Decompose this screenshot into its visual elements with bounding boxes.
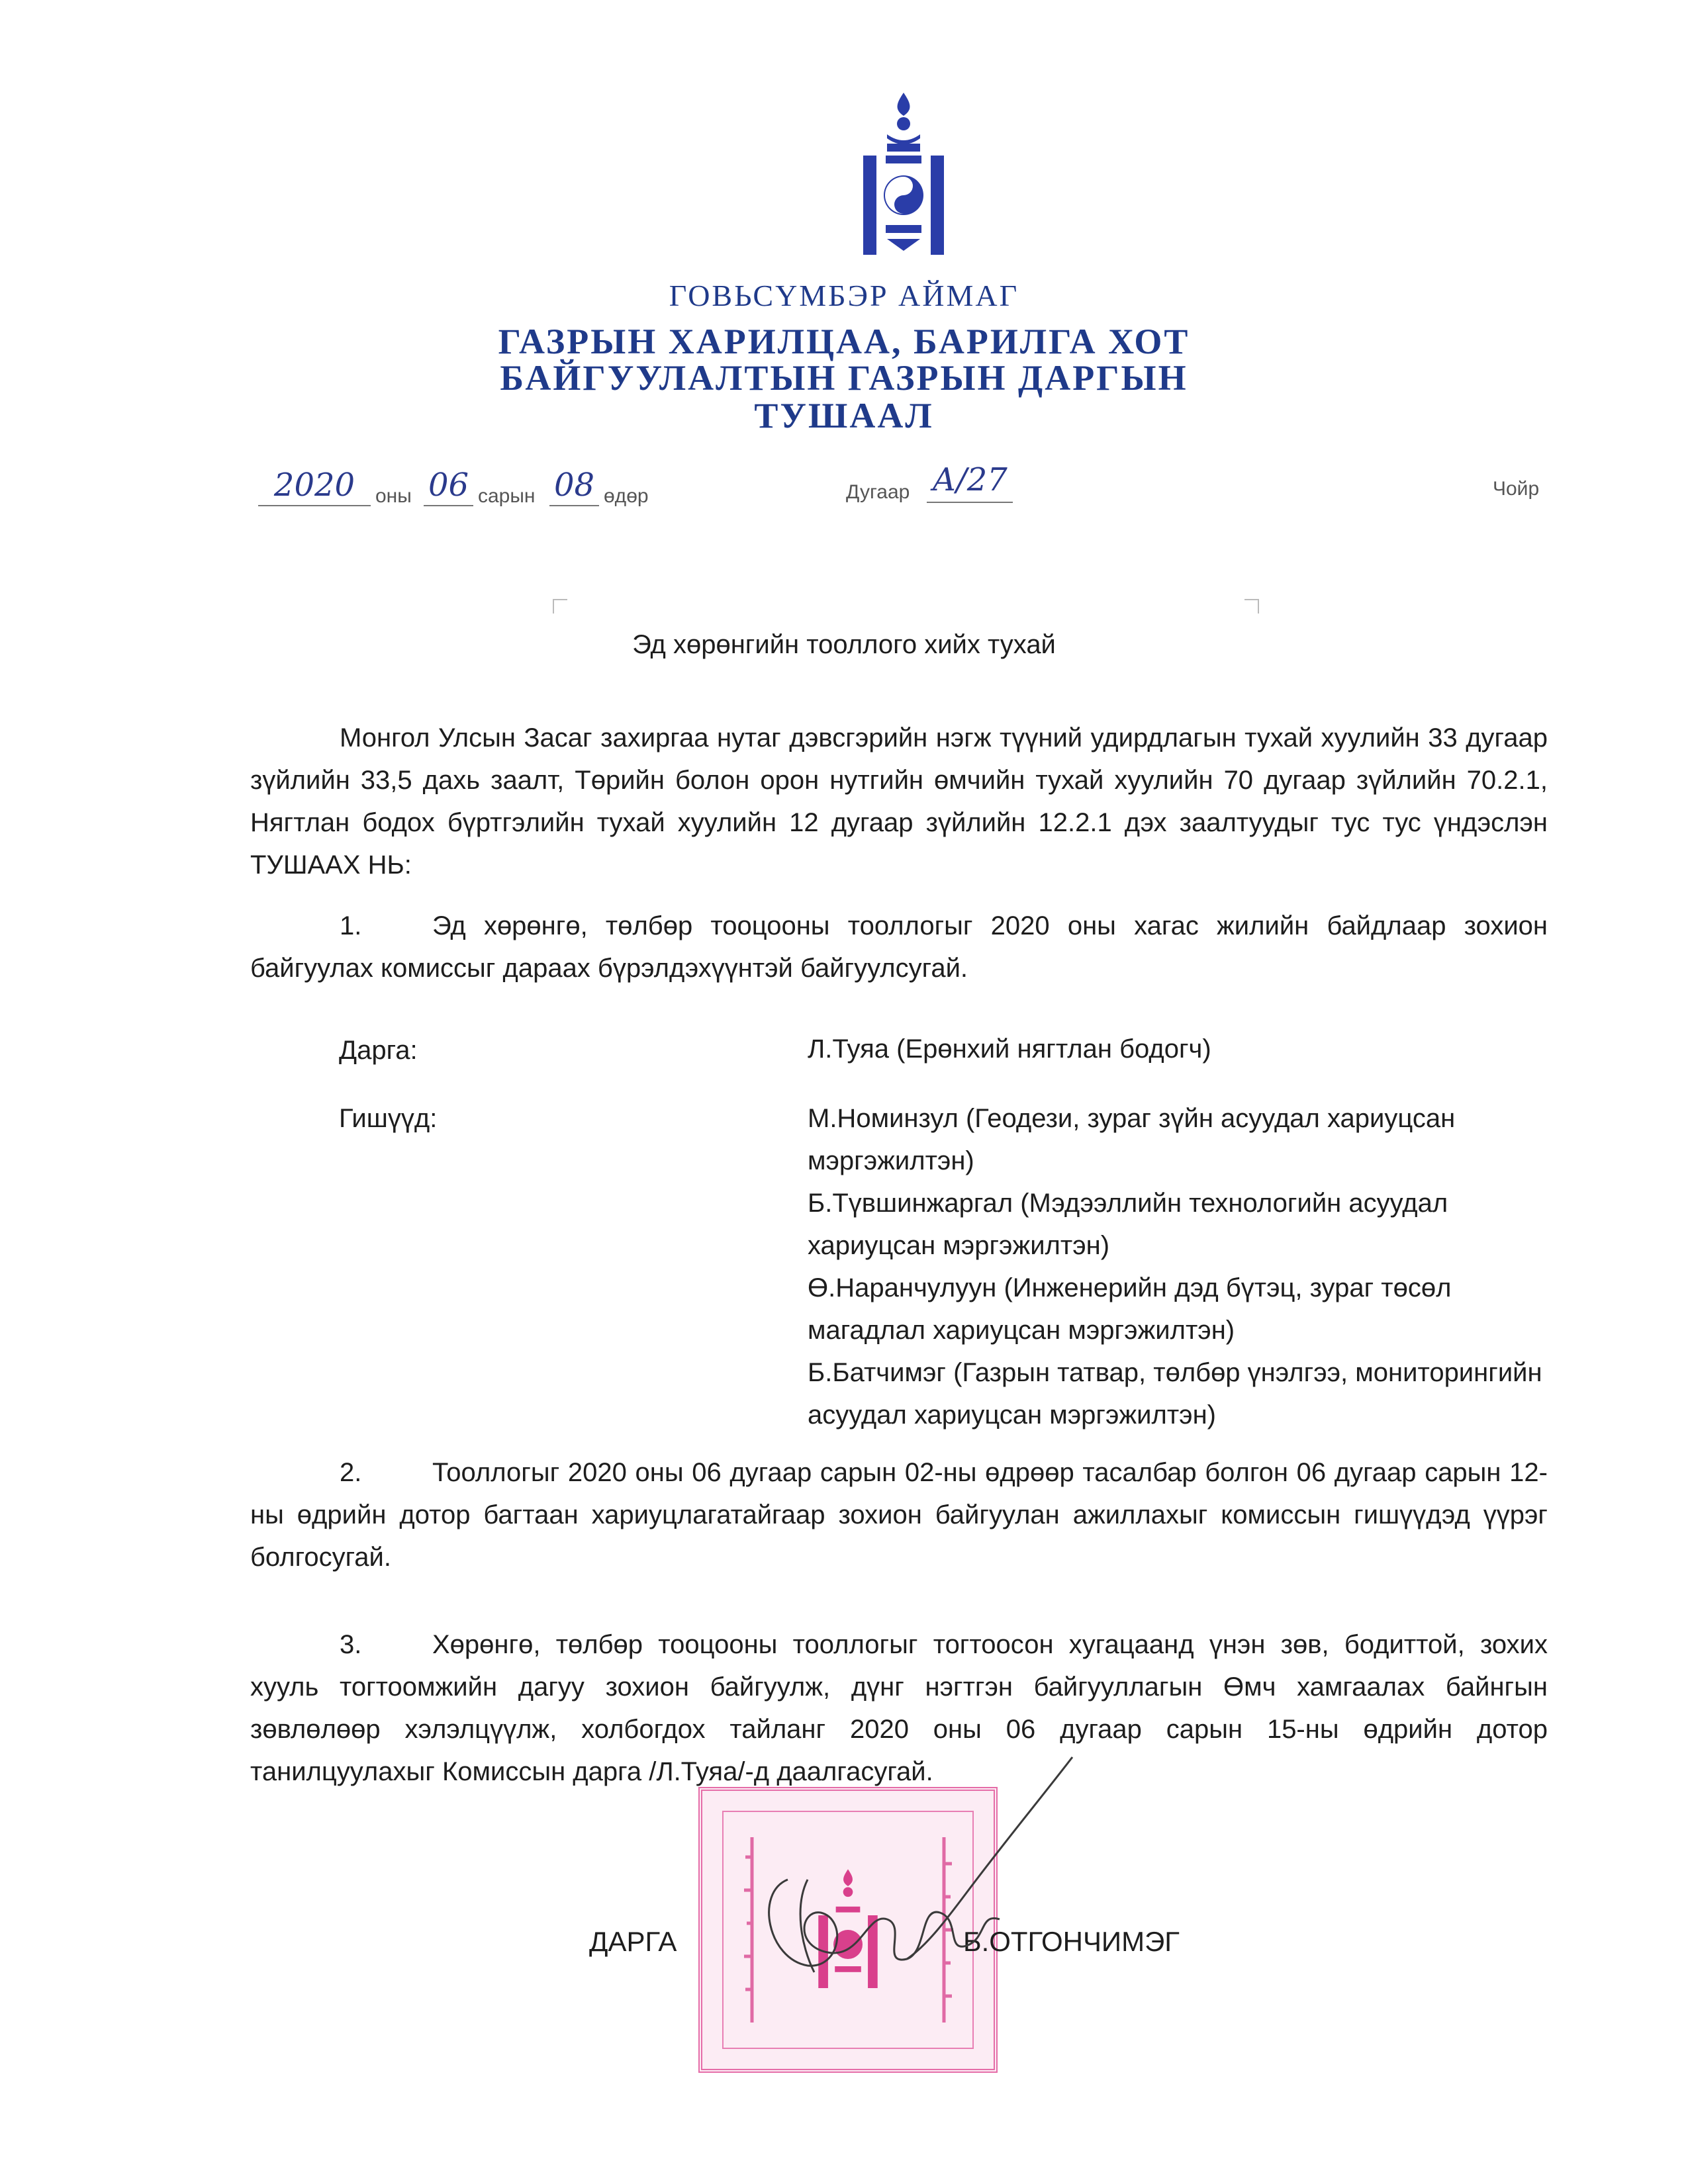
member-3: Ө.Наранчулуун (Инженерийн дэд бүтэц, зураг төсөл магадлал хариуцсан мэргэжилтэн)	[808, 1273, 1452, 1345]
members-label: Гишүүд:	[339, 1104, 438, 1133]
date-year: 2020	[273, 467, 355, 504]
number-label: Дугаар	[846, 481, 910, 503]
item-1-text: Эд хөрөнгө, төлбөр тооцооны тооллогыг 2020 оны хагас жилийн байдлаар зохион байгуулах комиссыг дараах бүрэлдэхүүнтэй байгуулсугай.	[250, 911, 1548, 983]
date-month: 06	[428, 467, 469, 504]
chair-name: Л.Туяа (Ерөнхий нягтлан бодогч)	[808, 1034, 1211, 1064]
item-1	[250, 905, 1548, 989]
item-3-number: 3.	[340, 1630, 362, 1659]
item-2	[250, 1451, 1548, 1578]
month-underline	[424, 505, 473, 506]
item-3-text: Хөрөнгө, төлбөр тооцооны тооллогыг тогтоосон хугацаанд үнэн зөв, бодиттой, зохих хууль тогтоомжийн дагуу зохион байгуулж, дүнг нэгтгэн байгууллагын Өмч хамгаалах байнгын зөвлөлөөр хэлэлцүүлж, холбогдох тайланг 2020 оны 06 дугаар сарын 15-ны өдрийн дотор танилцуулахыг Комиссын дарга /Л.Туяа/-д даалгасугай.	[250, 1630, 1548, 1786]
item-2-text: Тооллогыг 2020 оны 06 дугаар сарын 02-ны өдрөөр тасалбар болгон 06 дугаар сарын 12-ны өдрийн дотор багтаан хариуцлагатайгаар зохион байгуулан ажиллахыг комиссын гишүүдэд үүрэг болгосугай.	[250, 1458, 1548, 1572]
handwritten-signature-icon	[728, 1747, 1099, 1999]
member-4: Б.Батчимэг (Газрын татвар, төлбөр үнэлгээ, мониторингийн асуудал хариуцсан мэргэжилтэн)	[808, 1358, 1542, 1430]
item-1-number: 1.	[340, 911, 362, 940]
day-suffix: өдөр	[604, 485, 649, 507]
place-name: Чойр	[1493, 478, 1540, 500]
order-number: А/27	[932, 461, 1008, 498]
year-suffix: оны	[375, 485, 412, 507]
member-1: М.Номинзул (Геодези, зураг зүйн асуудал хариуцсан мэргэжилтэн)	[808, 1104, 1456, 1175]
year-underline	[258, 505, 371, 506]
document-title: Эд хөрөнгийн тооллого хийх тухай	[632, 630, 1056, 659]
organization-name-line1: ГАЗРЫН ХАРИЛЦАА, БАРИЛГА ХОТ	[498, 322, 1190, 361]
title-corner-left	[553, 599, 567, 614]
organization-name-line2: БАЙГУУЛАЛТЫН ГАЗРЫН ДАРГЫН	[500, 358, 1188, 398]
month-suffix: сарын	[478, 485, 536, 507]
preamble-paragraph	[250, 717, 1548, 886]
day-underline	[549, 505, 599, 506]
item-2-number: 2.	[340, 1458, 362, 1487]
chair-label: Дарга:	[339, 1036, 418, 1065]
title-corner-right	[1244, 599, 1259, 614]
signatory-name: Б.ОТГОНЧИМЭГ	[963, 1926, 1180, 1957]
preamble-text: Монгол Улсын Засаг захиргаа нутаг дэвсгэрийн нэгж түүний удирдлагын тухай хуулийн 33 дугаар зүйлийн 33,5 дахь заалт, Төрийн болон орон нутгийн өмчийн тухай хуулийн 70 дугаар зүйлийн 70.2.1, Нягтлан бодох бүртгэлийн тухай хуулийн 12 дугаар зүйлийн 12.2.1 дэх заалтуудыг тус тус үндэслэн ТУШААХ НЬ:	[250, 723, 1548, 880]
date-day: 08	[553, 467, 595, 504]
soyombo-emblem-icon	[854, 89, 953, 261]
number-underline	[927, 502, 1013, 503]
signatory-role: ДАРГА	[589, 1926, 677, 1957]
aimag-name: ГОВЬСҮМБЭР АЙМАГ	[669, 279, 1019, 312]
member-2: Б.Түвшинжаргал (Мэдээллийн технологийн асуудал хариуцсан мэргэжилтэн)	[808, 1189, 1448, 1260]
document-type: ТУШААЛ	[754, 396, 934, 435]
